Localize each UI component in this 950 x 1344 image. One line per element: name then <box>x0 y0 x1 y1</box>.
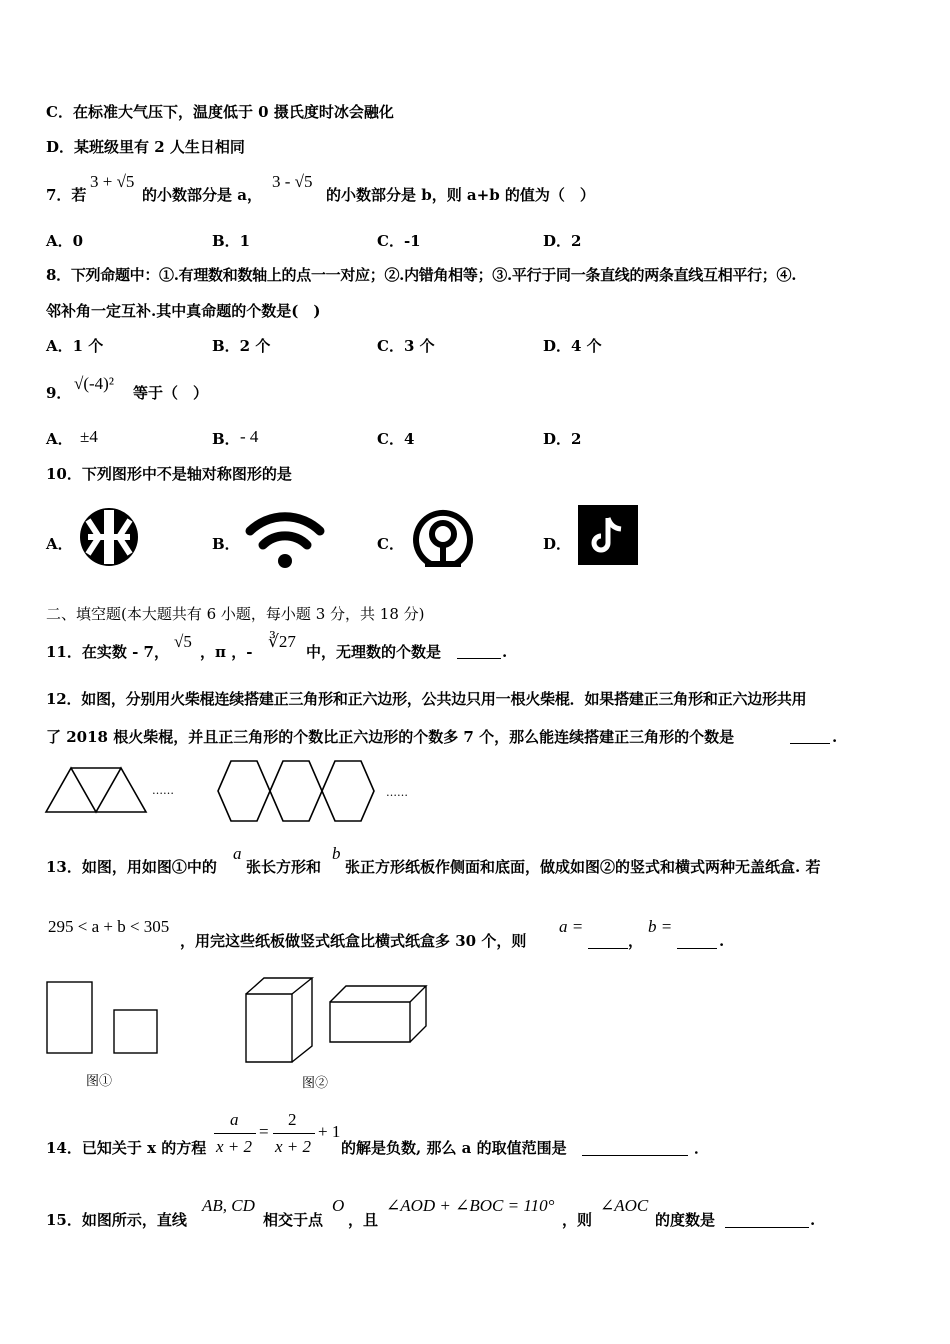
q15-part2: 相交于点 <box>263 1211 324 1229</box>
wifi-icon <box>246 511 324 569</box>
q11-end: . <box>502 643 508 661</box>
figure-1-caption: 图① <box>86 1074 113 1089</box>
q14-denominator-2: x + 2 <box>275 1137 312 1156</box>
q11-pi: ，π ，- <box>200 643 253 661</box>
q15-part4: ，则 <box>562 1211 593 1229</box>
q13-var-a: a <box>233 844 242 863</box>
triangle-matchsticks-figure <box>44 766 148 814</box>
hexagon-matchsticks-figure <box>216 758 378 824</box>
q10-label-b: B． <box>212 535 240 553</box>
q15-prefix: 15．如图所示，直线 <box>46 1211 187 1229</box>
q12-answer-blank[interactable] <box>790 729 830 744</box>
tiktok-logo-icon <box>578 505 638 565</box>
q10-label-a: A． <box>46 535 73 553</box>
q9-option-b-label: B． <box>212 430 240 448</box>
figure-1-rectangles <box>45 980 161 1056</box>
q9-suffix: 等于（ ） <box>133 384 209 402</box>
q13-part4: ，用完这些纸板做竖式纸盒比横式纸盒多 30 个，则 <box>180 932 527 950</box>
q13-part3: 张正方形纸板作侧面和底面，做成如图②的竖式和横式两种无盖纸盒. 若 <box>345 858 821 876</box>
q10-label-c: C． <box>377 535 404 553</box>
q10-label-d: D． <box>543 535 572 553</box>
q8-line2: 邻补角一定互补.其中真命题的个数是( ) <box>46 302 321 320</box>
q7-prefix: 7．若 <box>46 186 87 204</box>
q8-option-b: B．2 个 <box>212 337 271 355</box>
q9-option-b-value: - 4 <box>240 427 259 446</box>
q12-line1: 12．如图，分别用火柴棍连续搭建正三角形和正六边形，公共边只用一根火柴棍．如果搭建正三角形和正六边形共用 <box>46 690 807 708</box>
q9-option-d: D．2 <box>543 430 582 448</box>
q15-angle-aoc: ∠AOC <box>600 1196 649 1215</box>
q9-prefix: 9． <box>46 384 72 402</box>
q9-option-c: C．4 <box>377 430 415 448</box>
q7-expr1: 3 + √5 <box>90 172 135 191</box>
q6-option-d: D．某班级里有 2 人生日相同 <box>46 138 245 156</box>
q12-line2: 了 2018 根火柴棍，并且正三角形的个数比正六边形的个数多 7 个，那么能连续搭建正三角形的个数是 <box>46 728 735 746</box>
q8-option-a: A．1 个 <box>46 337 104 355</box>
q14-numerator-1: a <box>230 1110 239 1129</box>
q14-fraction-bar-2 <box>273 1133 315 1134</box>
q7-suffix: 的小数部分是 b，则 a+b 的值为（ ） <box>326 186 595 204</box>
q13-part2: 张长方形和 <box>246 858 322 876</box>
q13-b-eq: b = <box>648 917 673 936</box>
q11-cbrt: ∛27 <box>268 632 296 651</box>
q13-a-blank[interactable] <box>588 934 628 949</box>
q12-dots-2: …… <box>386 786 408 799</box>
q8-line1: 8．下列命题中：①.有理数和数轴上的点一一对应；②.内错角相等；③.平行于同一条直线的两条直线互相平行；④. <box>46 266 797 284</box>
q15-end: . <box>810 1211 816 1229</box>
q14-prefix: 14．已知关于 x 的方程 <box>46 1139 207 1157</box>
q14-end: ． <box>694 1139 710 1157</box>
q11-suffix: 中，无理数的个数是 <box>306 643 442 661</box>
q14-numerator-2: 2 <box>288 1110 297 1129</box>
q14-equals: = <box>259 1122 269 1141</box>
q15-lines: AB, CD <box>202 1196 255 1215</box>
q11-prefix: 11．在实数 - 7， <box>46 643 169 661</box>
q7-option-b: B．1 <box>212 232 251 250</box>
figure-2-boxes <box>244 976 430 1066</box>
q14-answer-blank[interactable] <box>582 1141 688 1156</box>
q13-b-blank[interactable] <box>677 934 717 949</box>
q13-inequality: 295 < a + b < 305 <box>48 917 170 936</box>
q11-answer-blank[interactable] <box>457 644 501 659</box>
q13-comma: ， <box>628 932 644 950</box>
q15-part3: ，且 <box>348 1211 379 1229</box>
q8-option-c: C．3 个 <box>377 337 435 355</box>
metro-logo-icon <box>78 506 140 568</box>
figure-2-caption: 图② <box>302 1076 329 1091</box>
q14-denominator-1: x + 2 <box>216 1137 253 1156</box>
railway-logo-icon <box>411 508 475 570</box>
q13-var-b: b <box>332 844 341 863</box>
q9-expr: √(-4)² <box>74 374 114 393</box>
q15-point-o: O <box>332 1196 345 1215</box>
q9-option-a-value: ±4 <box>80 427 98 446</box>
q15-part5: 的度数是 <box>655 1211 716 1229</box>
q7-option-a: A．0 <box>46 232 84 250</box>
q13-part1: 13．如图，用如图①中的 <box>46 858 217 876</box>
section2-heading: 二、填空题(本大题共有 6 小题，每小题 3 分，共 18 分) <box>46 605 425 623</box>
q12-end: . <box>832 728 838 746</box>
q6-option-c: C．在标准大气压下，温度低于 0 摄氏度时冰会融化 <box>46 103 394 121</box>
q13-a-eq: a = <box>559 917 584 936</box>
q14-fraction-bar-1 <box>214 1133 256 1134</box>
q15-answer-blank[interactable] <box>725 1213 809 1228</box>
q7-option-c: C．-1 <box>377 232 421 250</box>
q14-plus-one: + 1 <box>318 1122 341 1141</box>
q10-text: 10．下列图形中不是轴对称图形的是 <box>46 465 292 483</box>
q7-option-d: D．2 <box>543 232 582 250</box>
q7-mid: 的小数部分是 a， <box>142 186 262 204</box>
q9-option-a-label: A． <box>46 430 73 448</box>
q11-sqrt5: √5 <box>174 632 192 651</box>
q13-end: . <box>719 932 725 950</box>
q15-condition: ∠AOD + ∠BOC = 110° <box>386 1196 555 1215</box>
q12-dots-1: …… <box>152 784 174 797</box>
q8-option-d: D．4 个 <box>543 337 602 355</box>
q14-suffix: 的解是负数, 那么 a 的取值范围是 <box>341 1139 567 1157</box>
q7-expr2: 3 - √5 <box>272 172 313 191</box>
